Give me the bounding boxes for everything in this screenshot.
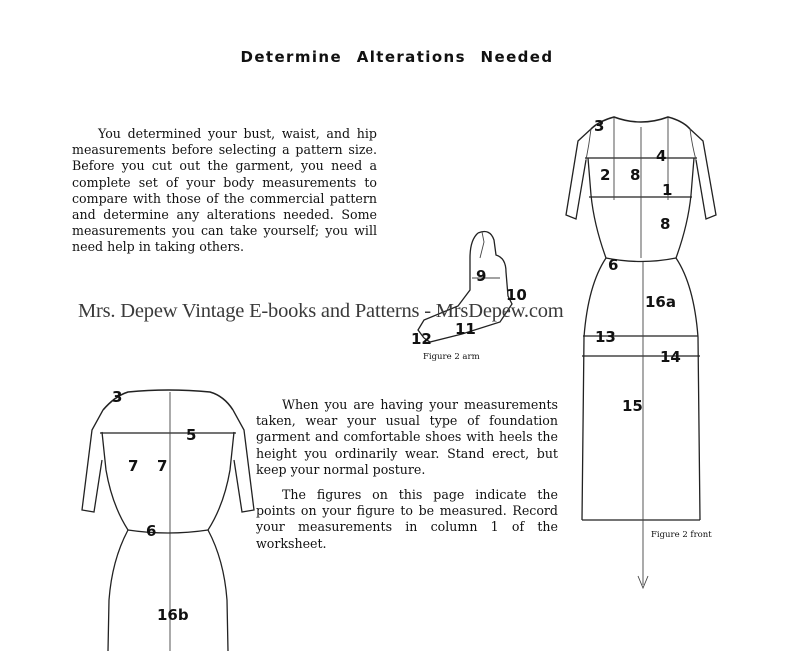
back-label-16b: 16b <box>157 606 189 624</box>
front-label-6: 6 <box>608 256 619 274</box>
back-label-3: 3 <box>112 388 123 406</box>
back-label-7b: 7 <box>157 457 168 475</box>
back-label-5: 5 <box>186 426 197 444</box>
front-label-1: 1 <box>662 181 673 199</box>
front-label-4: 4 <box>656 147 667 165</box>
taking-measurements-text: When you are having your measurements taken, wear your usual type of foundation garment and comfortable shoes with heels the height you ordinarily wear. Stand erect, but keep your normal posture. <box>256 397 558 477</box>
caption-figure-2-front: Figure 2 front <box>651 530 712 540</box>
caption-figure-2-arm: Figure 2 arm <box>423 352 480 362</box>
front-label-14: 14 <box>660 348 681 366</box>
arm-label-12: 12 <box>411 330 432 348</box>
front-label-3: 3 <box>594 117 605 135</box>
watermark-text: Mrs. Depew Vintage E-books and Patterns - MrsDepew.com <box>78 300 564 322</box>
arm-label-9: 9 <box>476 267 487 285</box>
back-label-6: 6 <box>146 522 157 540</box>
front-label-8a: 8 <box>630 166 641 184</box>
arm-label-10: 10 <box>506 286 527 304</box>
front-label-16a: 16a <box>645 293 676 311</box>
front-label-15: 15 <box>622 397 643 415</box>
front-label-13: 13 <box>595 328 616 346</box>
figures-note-text: The figures on this page indicate the points on your figure to be measured. Record your measurements in column 1 of the worksheet. <box>256 487 558 551</box>
arm-label-11: 11 <box>455 320 476 338</box>
front-label-8b: 8 <box>660 215 671 233</box>
front-label-2: 2 <box>600 166 611 184</box>
page-title: Determine Alterations Needed <box>240 48 554 66</box>
back-label-7a: 7 <box>128 457 139 475</box>
intro-text: You determined your bust, waist, and hip measurements before selecting a pattern size. Before you cut out the garment, you need a complete set of your body measurements to compare with those of the commercial pattern and determine any alterations needed. Some measurements you can take yourself; you will need help in taking others. <box>72 126 377 255</box>
